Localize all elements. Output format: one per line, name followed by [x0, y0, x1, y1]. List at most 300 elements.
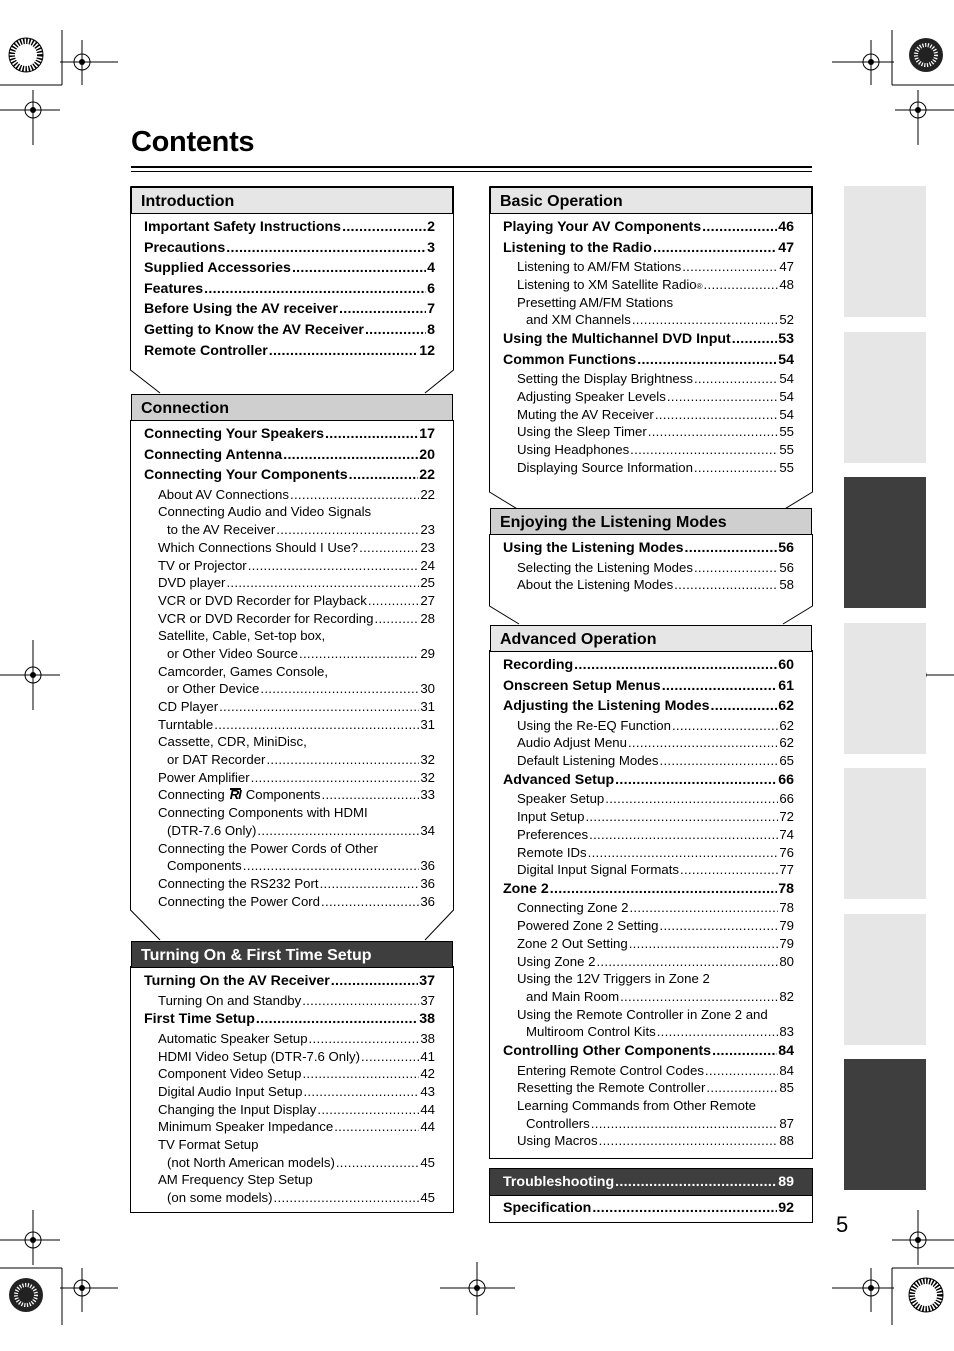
- leader-dots: [266, 751, 419, 769]
- toc-entry-page: 55: [779, 424, 794, 440]
- toc-entry-speaker-setup[interactable]: [503, 790, 794, 808]
- toc-entry-label: or DAT Recorder: [167, 752, 266, 768]
- toc-entry-label: Using the Multichannel DVD Input: [503, 330, 731, 347]
- toc-entry-vcr-or-dvd-recorder-for-recording[interactable]: [144, 610, 435, 628]
- leader-dots: [588, 844, 779, 862]
- leader-dots: [361, 1048, 419, 1066]
- toc-entry-label: Muting the AV Receiver: [517, 406, 654, 422]
- leader-dots: [732, 329, 777, 350]
- toc-entry-page: 48: [779, 276, 794, 292]
- toc-entry-label: First Time Setup: [144, 1011, 255, 1028]
- section-advanced-operation: [490, 625, 812, 1150]
- toc-entry-label: Listening to the Radio: [503, 239, 652, 256]
- toc-entry-label: Controlling Other Components: [503, 1042, 712, 1059]
- section-turning-on: [131, 941, 453, 1207]
- thumb-tab-introduction[interactable]: [844, 186, 926, 317]
- toc-entry-am-frequency-step-setup[interactable]: [144, 1171, 435, 1189]
- leader-dots: [660, 917, 779, 935]
- toc-entry-label: Connecting Components with HDMI: [158, 805, 368, 821]
- toc-entry-input-setup[interactable]: [503, 808, 794, 826]
- toc-entry-resetting-the-remote-controller[interactable]: [503, 1079, 794, 1097]
- thumb-tab-setup[interactable]: [844, 477, 926, 608]
- toc-entry-label: and XM Channels: [526, 312, 631, 328]
- section-heading: Advanced Operation: [490, 625, 812, 652]
- leader-dots: [320, 875, 420, 893]
- toc-entry-label: TV or Projector: [158, 557, 247, 573]
- toc-entry-and-xm-channels[interactable]: [503, 311, 794, 329]
- toc-entry-preferences[interactable]: [503, 826, 794, 844]
- toc-entry-label: Important Safety Instructions: [144, 219, 342, 235]
- registered-mark: ®: [696, 281, 703, 291]
- toc-entry-label: Power Amplifier: [158, 769, 250, 785]
- toc-entry-label: Component Video Setup: [158, 1066, 302, 1082]
- toc-entry-changing-the-input-display[interactable]: [144, 1101, 435, 1119]
- toc-entry-presetting-am-fm-stations[interactable]: [503, 294, 794, 312]
- toc-entry-label: About the Listening Modes: [517, 577, 674, 593]
- toc-entry-features[interactable]: [144, 279, 435, 300]
- toc-entry-turntable[interactable]: [144, 716, 435, 734]
- leader-dots: [214, 716, 419, 734]
- toc-entry-page: 36: [420, 893, 435, 909]
- toc-entry-page: 83: [779, 1024, 794, 1040]
- toc-entry-controlling-other-components[interactable]: [503, 1041, 794, 1062]
- leader-dots: [653, 238, 777, 259]
- toc-entry-on-some-models[interactable]: [144, 1189, 435, 1207]
- toc-entry-adjusting-the-listening-modes[interactable]: [503, 696, 794, 717]
- toc-entry-audio-adjust-menu[interactable]: [503, 734, 794, 752]
- toc-entry-tv-or-projector[interactable]: [144, 557, 435, 575]
- toc-entry-page: 34: [420, 822, 435, 838]
- toc-entry-connecting-zone-2[interactable]: [503, 899, 794, 917]
- toc-entry-label: Playing Your AV Components: [503, 219, 702, 235]
- toc-entry-or-dat-recorder[interactable]: [144, 751, 435, 769]
- toc-entry-label: AM Frequency Step Setup: [158, 1172, 313, 1188]
- toc-entry-digital-input-signal-formats[interactable]: [503, 861, 794, 879]
- toc-entry-playing-your-av-components[interactable]: [503, 217, 794, 238]
- toc-entry-first-time-setup[interactable]: [144, 1009, 435, 1030]
- toc-entry-label: Using the Remote Controller in Zone 2 and: [517, 1006, 768, 1022]
- leader-dots: [585, 808, 778, 826]
- toc-entry-page: 85: [779, 1080, 794, 1096]
- toc-entry-page: 55: [779, 441, 794, 457]
- toc-entry-using-macros[interactable]: [503, 1132, 794, 1150]
- page-title: Contents: [131, 126, 255, 158]
- toc-entry-setting-the-display-brightness[interactable]: [503, 370, 794, 388]
- leader-dots: [657, 1023, 779, 1041]
- toc-entry-learning-commands-from-other-remote[interactable]: [503, 1097, 794, 1115]
- leader-dots: [615, 770, 777, 791]
- toc-entry-adjusting-speaker-levels[interactable]: [503, 388, 794, 406]
- toc-entry-label: Before Using the AV receiver: [144, 301, 338, 318]
- toc-entry-label: Connecting the Power Cords of Other: [158, 840, 378, 856]
- toc-entry-page: 62: [778, 698, 794, 715]
- toc-entry-to-the-av-receiver[interactable]: [144, 521, 435, 539]
- toc-entry-page: 84: [779, 1062, 794, 1078]
- toc-entry-label: Adjusting Speaker Levels: [517, 388, 666, 404]
- toc-entry-entering-remote-control-codes[interactable]: [503, 1062, 794, 1080]
- toc-entry-selecting-the-listening-modes[interactable]: [503, 559, 794, 577]
- toc-entry-using-zone-2[interactable]: [503, 953, 794, 971]
- toc-list: [503, 655, 794, 1150]
- toc-entry-page: 52: [779, 312, 794, 328]
- toc-entry-label: Recording: [503, 657, 574, 673]
- toc-entry-components[interactable]: [144, 857, 435, 875]
- toc-entry-using-the-12v-triggers-in-zone-2[interactable]: [503, 970, 794, 988]
- toc-entry-page: 76: [779, 844, 794, 860]
- leader-dots: [682, 258, 778, 276]
- toc-entry-connecting-your-speakers[interactable]: [144, 424, 435, 445]
- toc-entry-label: Preferences: [517, 826, 589, 842]
- leader-dots: [680, 861, 778, 879]
- toc-entry-page: 42: [420, 1066, 435, 1082]
- toc-entry-connecting-the-power-cords-of-other[interactable]: [144, 840, 435, 858]
- toc-list: [144, 971, 435, 1207]
- leader-dots: [336, 1154, 419, 1172]
- toc-entry-dtr-7-6-only[interactable]: [144, 822, 435, 840]
- toc-entry-label: Using the Sleep Timer: [517, 424, 647, 440]
- toc-entry-page: 3: [427, 239, 435, 256]
- toc-entry-listening-to-xm-satellite-radio[interactable]: [503, 276, 794, 294]
- leader-dots: [628, 734, 778, 752]
- toc-entry-using-headphones[interactable]: [503, 441, 794, 459]
- toc-entry-using-the-multichannel-dvd-input[interactable]: [503, 329, 794, 350]
- toc-entry-label: Entering Remote Control Codes: [517, 1062, 704, 1078]
- toc-entry-label: Displaying Source Information: [517, 459, 693, 475]
- toc-entry-page: 45: [420, 1154, 435, 1170]
- toc-list: [503, 217, 794, 476]
- toc-entry-troubleshooting[interactable]: Troubleshooting ..... 89: [503, 1172, 794, 1193]
- leader-dots: [368, 592, 419, 610]
- toc-entry-label: Using Zone 2: [517, 953, 596, 969]
- toc-entry-page: 77: [779, 862, 794, 878]
- toc-entry-not-north-american-models[interactable]: [144, 1154, 435, 1172]
- toc-entry-page: 45: [420, 1190, 435, 1206]
- toc-entry-page: 27: [420, 592, 435, 608]
- toc-entry-getting-to-know-the-av-receiver[interactable]: [144, 320, 435, 341]
- toc-entry-using-the-re-eq-function[interactable]: [503, 717, 794, 735]
- section-basic-operation: [490, 187, 812, 476]
- leader-dots: [648, 423, 779, 441]
- toc-entry-displaying-source-information[interactable]: [503, 459, 794, 477]
- toc-entry-label: Connecting: [158, 787, 225, 803]
- toc-list: [144, 217, 435, 361]
- toc-entry-onscreen-setup-menus[interactable]: [503, 676, 794, 697]
- leader-dots: [589, 826, 778, 844]
- toc-entry-remote-controller[interactable]: [144, 341, 435, 362]
- toc-entry-label: VCR or DVD Recorder for Playback: [158, 592, 367, 608]
- toc-entry-default-listening-modes[interactable]: [503, 752, 794, 770]
- toc-entry-or-other-video-source[interactable]: [144, 645, 435, 663]
- leader-dots: [302, 992, 419, 1010]
- toc-entry-minimum-speaker-impedance[interactable]: [144, 1118, 435, 1136]
- section-connection: [131, 394, 453, 910]
- toc-entry-turning-on-and-standby[interactable]: [144, 992, 435, 1010]
- section-heading: Turning On & First Time Setup: [131, 941, 453, 968]
- leader-dots: [317, 1101, 419, 1119]
- toc-entry-page: 54: [778, 351, 794, 368]
- toc-entry-page: 47: [779, 259, 794, 275]
- toc-entry-connecting-audio-and-video-signals[interactable]: [144, 503, 435, 521]
- toc-entry-page: 58: [779, 577, 794, 593]
- leader-dots: [290, 486, 419, 504]
- toc-entry-page: 36: [420, 858, 435, 874]
- toc-entry-page: 7: [427, 301, 435, 318]
- toc-entry-specification[interactable]: Specification ..... 92: [503, 1198, 794, 1219]
- ri-logo-icon: RI: [229, 787, 241, 803]
- toc-entry-label: Listening to AM/FM Stations: [517, 259, 682, 275]
- toc-entry-label: Using Headphones: [517, 441, 630, 457]
- toc-entry-page: 54: [779, 388, 794, 404]
- toc-entry-connecting-the-rs232-port[interactable]: [144, 875, 435, 893]
- toc-entry-page: 4: [427, 260, 435, 277]
- toc-entry-label: Minimum Speaker Impedance: [158, 1119, 334, 1135]
- toc-entry-page: 6: [427, 280, 435, 297]
- toc-entry-camcorder-games-console[interactable]: [144, 663, 435, 681]
- leader-dots: [342, 217, 426, 238]
- toc-entry-connecting-antenna[interactable]: [144, 445, 435, 466]
- toc-entry-label: Advanced Setup: [503, 771, 615, 788]
- leader-dots: [672, 717, 778, 735]
- toc-entry-page: 12: [419, 342, 435, 359]
- toc-list: [503, 538, 794, 594]
- toc-entry-page: 2: [427, 219, 435, 235]
- toc-entry-about-the-listening-modes[interactable]: [503, 576, 794, 594]
- toc-entry-muting-the-av-receiver[interactable]: [503, 406, 794, 424]
- toc-entry-zone-2[interactable]: [503, 879, 794, 900]
- toc-entry-label: (on some models): [167, 1190, 273, 1206]
- toc-entry-important-safety-instructions[interactable]: [144, 217, 435, 238]
- toc-entry-and-main-room[interactable]: [503, 988, 794, 1006]
- toc-entry-page: 87: [779, 1115, 794, 1131]
- leader-dots: [674, 576, 778, 594]
- toc-entry-label: DVD player: [158, 575, 226, 591]
- toc-entry-label: Digital Audio Input Setup: [158, 1083, 303, 1099]
- toc-entry-zone-2-out-setting[interactable]: [503, 935, 794, 953]
- toc-entry-power-amplifier[interactable]: [144, 769, 435, 787]
- leader-dots: [339, 299, 426, 320]
- leader-dots: [303, 1083, 419, 1101]
- toc-entry-page: 55: [779, 459, 794, 475]
- toc-entry-label: Resetting the Remote Controller: [517, 1080, 706, 1096]
- toc-entry-page: 31: [420, 716, 435, 732]
- thumb-tab-basic[interactable]: [844, 623, 926, 754]
- leader-dots: [260, 680, 419, 698]
- toc-entry-remote-ids[interactable]: [503, 844, 794, 862]
- toc-entry-page: 60: [778, 657, 794, 673]
- toc-entry-page: 66: [778, 771, 794, 788]
- leader-dots: [630, 441, 778, 459]
- toc-entry-page: 22: [419, 467, 435, 484]
- toc-entry-listening-to-the-radio[interactable]: [503, 238, 794, 259]
- section-heading: Introduction: [131, 187, 453, 214]
- leader-dots: [243, 857, 420, 875]
- toc-entry-page: 72: [779, 809, 794, 825]
- section-listening-modes: [490, 508, 812, 594]
- leader-dots: [325, 424, 418, 445]
- leader-dots: [550, 879, 777, 900]
- toc-entry-page: 84: [778, 1042, 794, 1059]
- toc-entry-page: 61: [778, 677, 794, 694]
- leader-dots: [705, 1062, 778, 1080]
- toc-entry-page: 78: [779, 900, 794, 916]
- leader-dots: [605, 790, 778, 808]
- leader-dots: [292, 258, 426, 279]
- toc-entry-precautions[interactable]: [144, 238, 435, 259]
- leader-dots: [629, 935, 779, 953]
- toc-entry-page: 22: [420, 486, 435, 502]
- toc-entry-page: 88: [779, 1133, 794, 1149]
- toc-entry-label: Controllers: [526, 1115, 590, 1131]
- toc-entry-label: Learning Commands from Other Remote: [517, 1097, 756, 1113]
- toc-entry-label: Components: [245, 787, 321, 803]
- toc-entry-label: Setting the Display Brightness: [517, 371, 693, 387]
- leader-dots: [274, 1189, 420, 1207]
- toc-entry-label: Using Macros: [517, 1133, 598, 1149]
- leader-dots: [706, 1079, 778, 1097]
- toc-entry-turning-on-the-av-receiver[interactable]: [144, 971, 435, 992]
- toc-entry-vcr-or-dvd-recorder-for-playback[interactable]: [144, 592, 435, 610]
- toc-entry-label: and Main Room: [526, 988, 620, 1004]
- toc-entry-label: Changing the Input Display: [158, 1101, 317, 1117]
- toc-entry-page: 79: [779, 918, 794, 934]
- leader-dots: [226, 238, 426, 259]
- thumb-tab-advanced[interactable]: [844, 914, 926, 1045]
- toc-entry-label: Zone 2 Out Setting: [517, 935, 628, 951]
- toc-entry-using-the-remote-controller-in-zone-2-and[interactable]: [503, 1006, 794, 1024]
- toc-entry-hdmi-video-setup-dtr-7-6-only[interactable]: [144, 1048, 435, 1066]
- toc-entry-connecting-components-with-hdmi[interactable]: [144, 804, 435, 822]
- toc-entry-label: or Other Video Source: [167, 645, 298, 661]
- leader-dots: [711, 696, 778, 717]
- toc-entry-cassette-cdr-minidisc[interactable]: [144, 733, 435, 751]
- toc-entry-label: Components: [167, 858, 242, 874]
- toc-entry-label: Connecting the RS232 Port: [158, 875, 319, 891]
- toc-entry-label: Getting to Know the AV Receiver: [144, 321, 364, 338]
- toc-entry-page: 28: [420, 610, 435, 626]
- toc-entry-label: Features: [144, 280, 204, 297]
- leader-dots: [659, 752, 778, 770]
- leader-dots: [321, 893, 419, 911]
- toc-entry-label: Common Functions: [503, 351, 637, 368]
- toc-entry-cd-player[interactable]: [144, 698, 435, 716]
- thumb-tab-listening[interactable]: [844, 768, 926, 899]
- toc-entry-label: Speaker Setup: [517, 791, 605, 807]
- leader-dots: [269, 341, 418, 362]
- leader-dots: [302, 1065, 419, 1083]
- leader-dots: [629, 899, 778, 917]
- toc-entry-label: Input Setup: [517, 809, 585, 825]
- toc-entry-page: 82: [779, 988, 794, 1004]
- leader-dots: [667, 388, 779, 406]
- toc-entry-page: 24: [420, 557, 435, 573]
- leader-dots: [251, 769, 420, 787]
- toc-entry-multiroom-control-kits[interactable]: [503, 1023, 794, 1041]
- toc-entry-page: 56: [779, 559, 794, 575]
- leader-dots: [632, 311, 778, 329]
- leader-dots: [620, 988, 778, 1006]
- toc-entry-connecting-the-power-cord[interactable]: [144, 893, 435, 911]
- leader-dots: [283, 445, 418, 466]
- toc-entry-tv-format-setup[interactable]: [144, 1136, 435, 1154]
- toc-entry-label: Precautions: [144, 239, 226, 256]
- toc-entry-using-the-listening-modes[interactable]: [503, 538, 794, 559]
- toc-entry-label: Listening to XM Satellite Radio: [517, 276, 697, 292]
- leader-dots: [702, 217, 777, 238]
- toc-entry-label: Selecting the Listening Modes: [517, 559, 693, 575]
- toc-entry-dvd-player[interactable]: [144, 574, 435, 592]
- toc-entry-label: Supplied Accessories: [144, 260, 291, 277]
- toc-entry-digital-audio-input-setup[interactable]: [144, 1083, 435, 1101]
- thumb-tab-connection[interactable]: [844, 332, 926, 463]
- toc-entry-page: 38: [419, 1011, 435, 1028]
- toc-entry-label: Connecting Your Components: [144, 467, 348, 484]
- toc-entry-or-other-device[interactable]: [144, 680, 435, 698]
- leader-dots: [694, 370, 778, 388]
- toc-entry-label: Remote IDs: [517, 844, 587, 860]
- leader-dots: [694, 559, 778, 577]
- toc-entry-powered-zone-2-setting[interactable]: [503, 917, 794, 935]
- toc-entry-page: 17: [419, 426, 435, 442]
- toc-entry-page: 20: [419, 446, 435, 463]
- page-number: 5: [836, 1212, 849, 1237]
- toc-entry-label: Onscreen Setup Menus: [503, 677, 661, 694]
- toc-entry-about-av-connections[interactable]: [144, 486, 435, 504]
- toc-entry-supplied-accessories[interactable]: [144, 258, 435, 279]
- leader-dots: [365, 320, 426, 341]
- thumb-tab-troubleshooting[interactable]: [844, 1059, 926, 1190]
- leader-dots: [685, 538, 778, 559]
- toc-entry-label: About AV Connections: [158, 486, 289, 502]
- toc-entry-label: HDMI Video Setup (DTR-7.6 Only): [158, 1048, 361, 1064]
- toc-entry-common-functions[interactable]: [503, 350, 794, 371]
- toc-entry-label: Turntable: [158, 716, 214, 732]
- toc-entry-label: Multiroom Control Kits: [526, 1024, 656, 1040]
- toc-entry-advanced-setup[interactable]: [503, 770, 794, 791]
- toc-entry-connecting-your-components[interactable]: [144, 465, 435, 486]
- toc-entry-label: Using the Listening Modes: [503, 540, 684, 556]
- toc-entry-before-using-the-av-receiver[interactable]: [144, 299, 435, 320]
- leader-dots: [655, 406, 779, 424]
- toc-entry-page: 80: [779, 953, 794, 969]
- toc-entry-component-video-setup[interactable]: [144, 1065, 435, 1083]
- toc-entry-listening-to-am-fm-stations[interactable]: [503, 258, 794, 276]
- leader-dots: [219, 698, 419, 716]
- toc-entry-using-the-sleep-timer[interactable]: [503, 423, 794, 441]
- toc-entry-page: 74: [779, 826, 794, 842]
- leader-dots: [334, 1118, 419, 1136]
- toc-entry-label: Remote Controller: [144, 342, 268, 359]
- toc-entry-which-connections-should-i-use[interactable]: [144, 539, 435, 557]
- section-heading: Basic Operation: [490, 187, 812, 214]
- toc-entry-label: to the AV Receiver: [167, 522, 276, 538]
- toc-entry-label: Connecting Antenna: [144, 446, 283, 463]
- toc-entry-page: 8: [427, 321, 435, 338]
- leader-dots: [599, 1132, 779, 1150]
- leader-dots: [712, 1041, 777, 1062]
- toc-entry-label: (DTR-7.6 Only): [167, 822, 257, 838]
- toc-entry-label: Connecting Audio and Video Signals: [158, 504, 372, 520]
- toc-entry-page: 79: [779, 935, 794, 951]
- leader-dots: [257, 822, 419, 840]
- toc-entry-recording[interactable]: [503, 655, 794, 676]
- leader-dots: [248, 557, 420, 575]
- toc-entry-controllers[interactable]: [503, 1115, 794, 1133]
- toc-entry-automatic-speaker-setup[interactable]: [144, 1030, 435, 1048]
- toc-entry-label: CD Player: [158, 699, 219, 715]
- toc-entry-page: 62: [779, 735, 794, 751]
- toc-entry-connecting-components[interactable]: [144, 786, 435, 804]
- toc-entry-satellite-cable-set-top-box[interactable]: [144, 627, 435, 645]
